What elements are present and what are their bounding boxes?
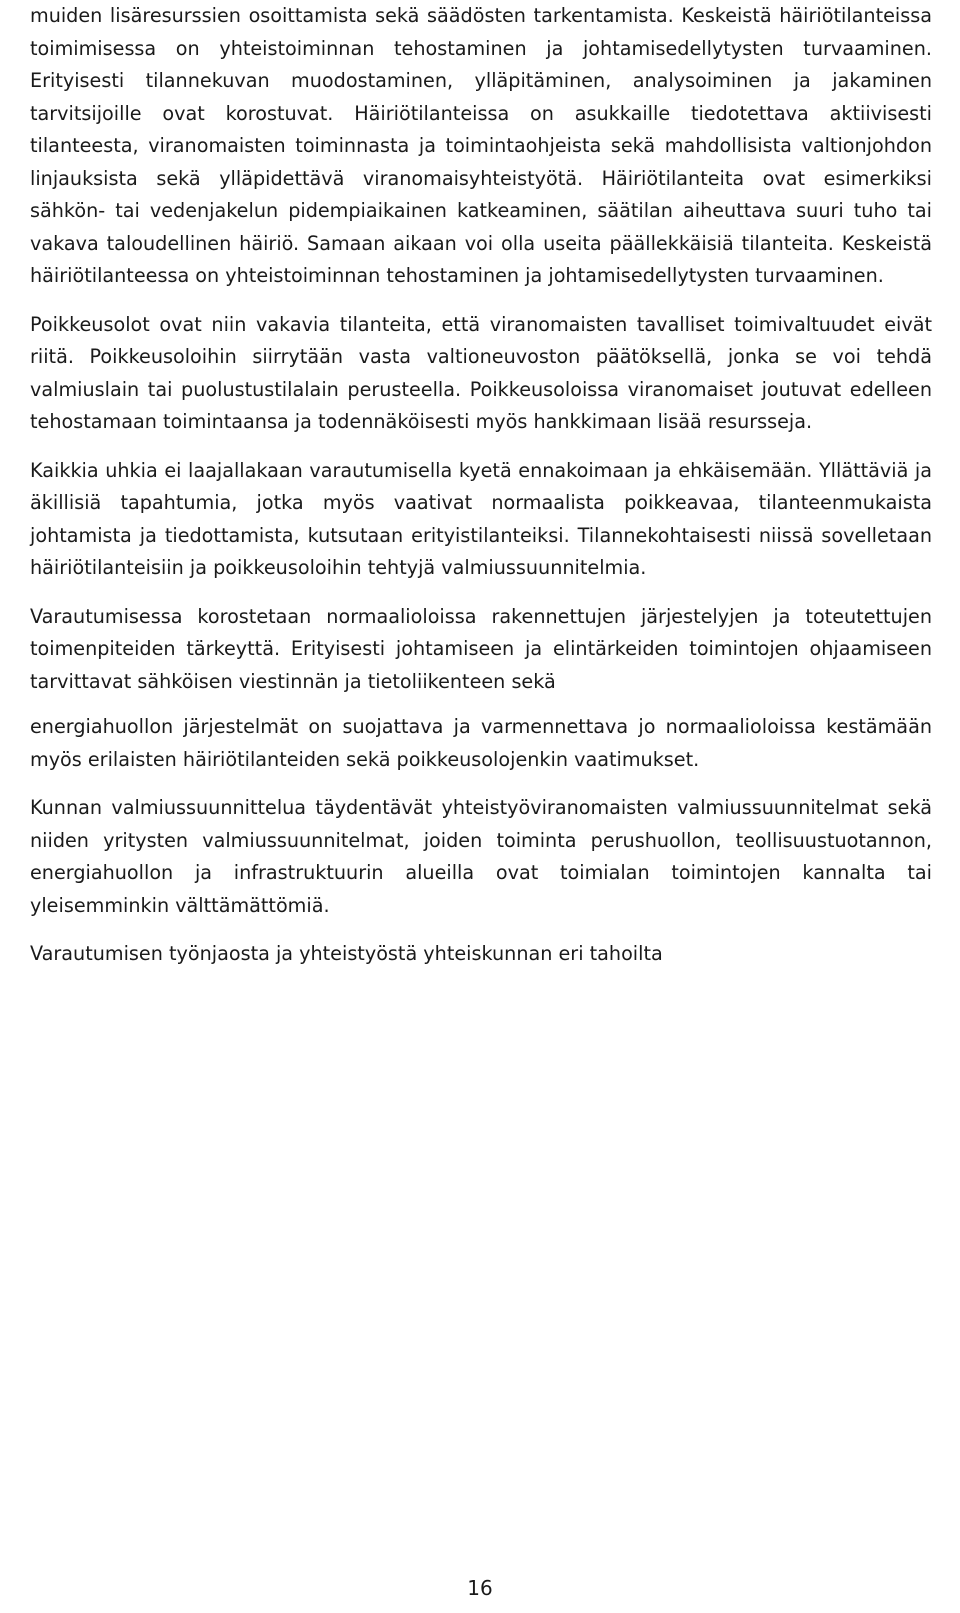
paragraph-special-situations: Kaikkia uhkia ei laajallakaan varautumisella kyetä ennakoimaan ja ehkäisemään. Yllättäviä ja äkillisiä tapahtumia, jotka myös vaativat normaalista poikkeavaa, tilanteenmukaista johtamista ja tiedottamista, kutsutaan erityistilanteiksi. Tilannekohtaisesti niissä sovelletaan häiriötilanteisiin ja poikkeusoloihin tehtyjä valmiussuunnitelmia. <box>30 458 932 579</box>
section-heading: Varautumisen työnjaosta ja yhteistyöstä yhteiskunnan eri tahoilta <box>30 942 663 965</box>
paragraph-municipal-planning: Kunnan valmiussuunnittelua täydentävät yhteistyöviranomaisten valmiussuunnitelmat sekä niiden yritysten valmiussuunnitelmat, joiden toiminta perushuollon, teollisuustuotannon, energiahuollon ja infrastruktuurin alueilla ovat toimialan toimintojen kannalta tai yleisemminkin välttämättömiä. <box>30 796 932 917</box>
body-text <box>30 0 932 971</box>
paragraph-energy-systems: energiahuollon järjestelmät on suojattava ja varmennettava jo normaalioloissa kestämään myös erilaisten häiriötilanteiden sekä poikkeusolojenkin vaatimukset. <box>30 715 932 771</box>
paragraph-preparedness-normal-conditions: Varautumisessa korostetaan normaalioloissa rakennettujen järjestelyjen ja toteutettujen toimenpiteiden tärkeyttä. Erityisesti johtamiseen ja elintärkeiden toimintojen ohjaamiseen tarvittavat sähköisen viestinnän ja tietoliikenteen sekä <box>30 604 932 693</box>
paragraph-exceptional-circumstances: Poikkeusolot ovat niin vakavia tilanteita, että viranomaisten tavalliset toimivaltuudet eivät riitä. Poikkeusoloihin siirrytään vasta valtioneuvoston päätöksellä, jonka se voi tehdä valmiuslain tai puolustustilalain perusteella. Poikkeusoloissa viranomaiset joutuvat edelleen tehostamaan toimintaansa ja todennäköisesti myös hankkimaan lisää resursseja. <box>30 312 932 433</box>
paragraph-disruption-situations: muiden lisäresurssien osoittamista sekä säädösten tarkentamista. Keskeistä häiriötilanteissa toimimisessa on yhteistoiminnan tehostaminen ja johtamisedellytysten turvaaminen. Erityisesti tilannekuvan muodostaminen, ylläpitäminen, analysoiminen ja jakaminen tarvitsijoille ovat korostuvat. Häiriötilanteissa on asukkaille tiedotettava aktiivisesti tilanteesta, viranomaisten toiminnasta ja toimintaohjeista sekä mahdollisista valtionjohdon linjauksista sekä ylläpidettävä viranomaisyhteistyötä. Häiriötilanteita ovat esimerkiksi sähkön- tai vedenjakelun pidempiaikainen katkeaminen, säätilan aiheuttava suuri tuho tai vakava taloudellinen häiriö. Samaan aikaan voi olla useita päällekkäisiä tilanteita. Keskeistä häiriötilanteessa on yhteistoiminnan tehostaminen ja johtamisedellytysten turvaaminen. <box>30 4 932 287</box>
page-number: 16 <box>467 1576 493 1600</box>
